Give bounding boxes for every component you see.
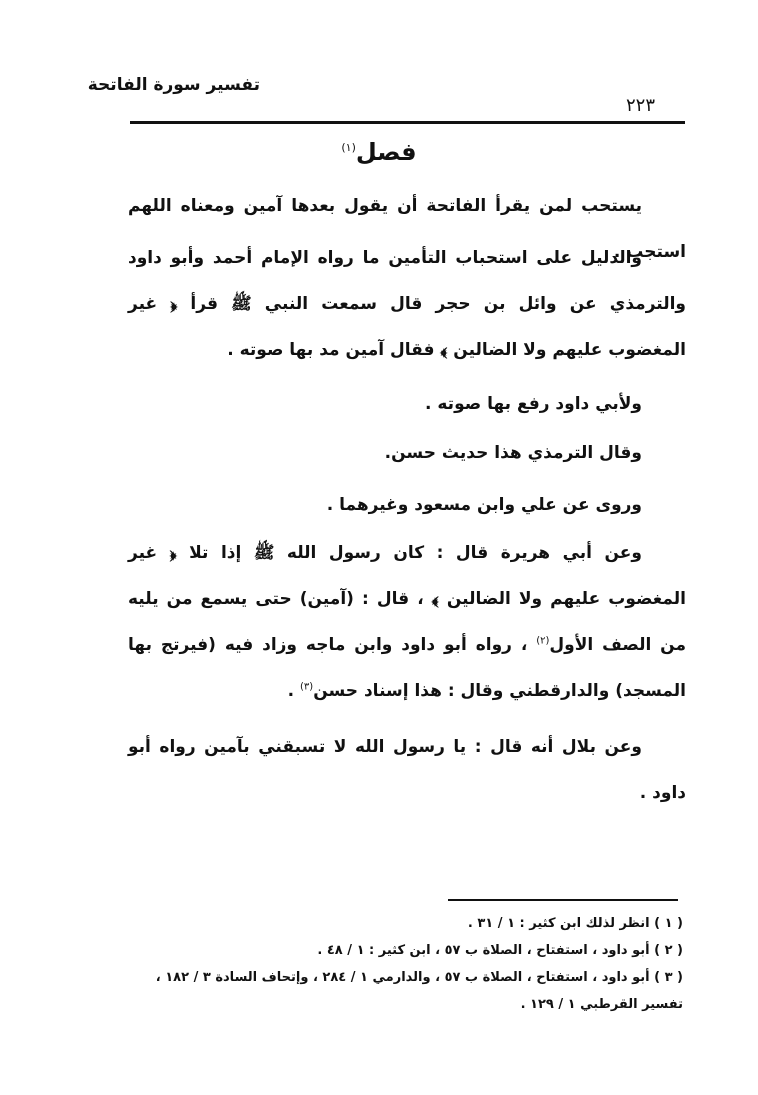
paragraph: وقال الترمذي هذا حديث حسن.: [384, 443, 642, 463]
footnote: ( ٢ ) أبو داود ، استفتاح ، الصلاة ب ٥٧ ، ابن كثير : ١ / ٤٨ .: [317, 943, 683, 958]
footnote-mark: (٣): [300, 681, 314, 693]
paragraph: والدليل على استحباب التأمين ما رواه الإمام أحمد وأبو داود والترمذي عن وائل بن حجر قال سمعت النبي ﷺ قرأ ﴿ غير المغضوب عليهم ولا الضالين ﴾ فقال آمين مد بها صوته .: [128, 248, 686, 360]
footnote: ( ٣ ) أبو داود ، استفتاح ، الصلاة ب ٥٧ ، والدارمي ١ / ٢٨٤ ، وإتحاف السادة ٣ / ١٨٢ ، تفسير القرطبي ١ / ١٢٩ .: [155, 970, 683, 1012]
section-heading: [0, 138, 758, 166]
paragraph: [128, 530, 686, 714]
paragraph-text: .: [287, 681, 300, 701]
paragraph-text: وعن أبي هريرة قال : كان رسول الله ﷺ إذا تلا ﴿ غير المغضوب عليهم ولا الضالين ﴾ ، قال : (آمين) حتى يسمع من يليه من الصف الأول: [128, 543, 687, 655]
paragraph: وروى عن علي وابن مسعود وغيرهما .: [326, 495, 642, 515]
paragraph-text: ، رواه أبو داود وابن ماجه وزاد فيه (فيرتج بها المسجد) والدارقطني وقال : هذا إسناد حسن: [128, 635, 686, 701]
paragraph: ولأبي داود رفع بها صوته .: [425, 394, 642, 414]
paragraph: يستحب لمن يقرأ الفاتحة أن يقول بعدها آمين ومعناه اللهم استجب .: [128, 196, 686, 262]
footnote-mark: (٢): [536, 635, 550, 647]
footnote: ( ١ ) انظر لذلك ابن كثير : ١ / ٣١ .: [467, 916, 683, 931]
header-rule: [130, 121, 685, 124]
footnotes: [115, 910, 683, 1018]
running-header-title: تفسير سورة الفاتحة: [87, 75, 260, 95]
page-number: ٢٢٣: [626, 95, 656, 116]
section-heading-text: فصل: [355, 138, 417, 166]
footnote-rule: [448, 899, 678, 901]
paragraph: وعن بلال أنه قال : يا رسول الله لا تسبقني بآمين رواه أبو داود .: [128, 737, 686, 803]
section-heading-footnote-mark: (١): [341, 141, 356, 154]
